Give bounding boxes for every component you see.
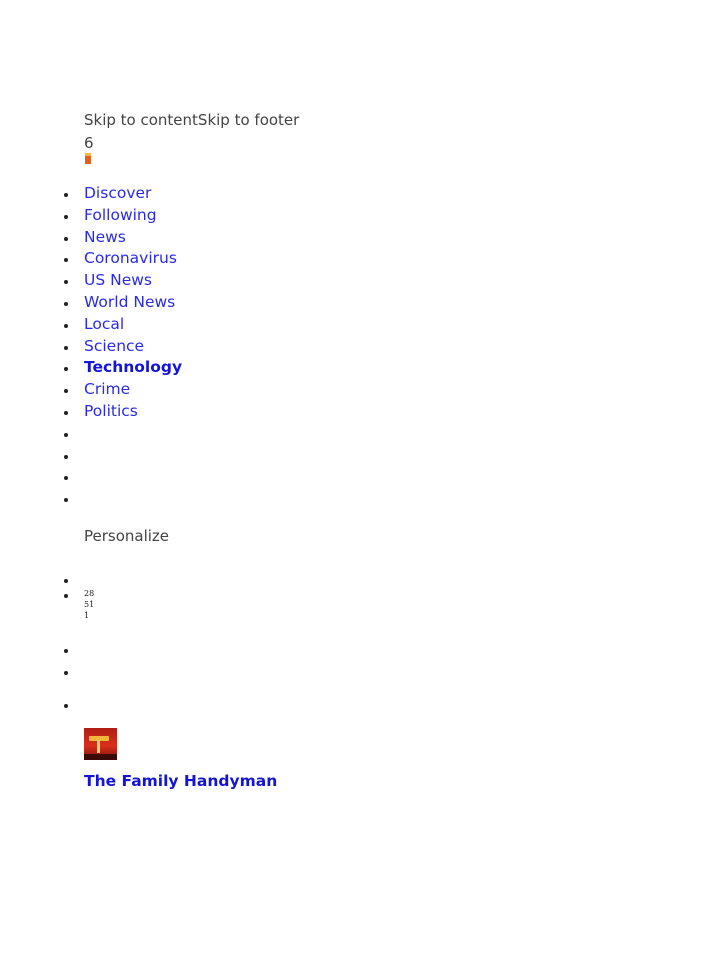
notification-count: 6 <box>84 134 94 152</box>
nav-link-news[interactable]: News <box>84 227 126 246</box>
toolbar-list-empty <box>0 643 84 687</box>
weather-value-2: 51 <box>84 600 95 609</box>
list-item-empty <box>0 643 84 665</box>
publisher-list <box>0 698 84 712</box>
nav-link-technology[interactable]: Technology <box>84 358 183 377</box>
list-item-empty <box>0 665 84 687</box>
nav-item-news <box>0 227 182 249</box>
nav-item-following <box>0 205 182 227</box>
weather-value-1: 28 <box>84 589 95 598</box>
skip-links <box>84 111 299 129</box>
nav-item-technology <box>0 357 182 379</box>
nav-item-empty <box>0 445 182 467</box>
category-nav <box>0 183 182 510</box>
nav-link-following[interactable]: Following <box>84 205 157 224</box>
skip-to-content-link[interactable]: Skip to content <box>84 111 198 129</box>
weather-widget[interactable] <box>0 588 94 621</box>
publisher-logo[interactable] <box>84 728 117 760</box>
nav-link-local[interactable]: Local <box>84 314 125 333</box>
nav-item-coronavirus <box>0 248 182 270</box>
personalize-button[interactable]: Personalize <box>84 527 170 545</box>
nav-item-politics <box>0 401 182 423</box>
broken-image-icon <box>85 153 91 164</box>
nav-link-science[interactable]: Science <box>84 336 145 355</box>
nav-item-science <box>0 336 182 358</box>
weather-value-3: 1 <box>84 611 90 620</box>
nav-link-us-news[interactable]: US News <box>84 271 152 290</box>
hammer-handle <box>97 740 100 753</box>
nav-item-us-news <box>0 270 182 292</box>
nav-item-local <box>0 314 182 336</box>
nav-item-world-news <box>0 292 182 314</box>
nav-link-discover[interactable]: Discover <box>84 184 152 202</box>
nav-link-coronavirus[interactable]: Coronavirus <box>84 249 177 268</box>
logo-band <box>84 754 117 760</box>
nav-item-discover <box>0 183 182 205</box>
nav-item-empty <box>0 466 182 488</box>
weather-list <box>0 588 94 621</box>
publisher-name-link[interactable]: The Family Handyman <box>84 772 278 790</box>
list-item-empty <box>0 573 84 587</box>
toolbar-list-empty <box>0 573 84 587</box>
nav-link-crime[interactable]: Crime <box>84 380 131 399</box>
nav-item-empty <box>0 488 182 510</box>
list-item-empty <box>0 698 84 712</box>
nav-link-world-news[interactable]: World News <box>84 292 176 311</box>
skip-to-footer-link[interactable]: Skip to footer <box>197 111 300 129</box>
nav-item-crime <box>0 379 182 401</box>
nav-item-empty <box>0 423 182 445</box>
nav-link-politics[interactable]: Politics <box>84 401 138 420</box>
